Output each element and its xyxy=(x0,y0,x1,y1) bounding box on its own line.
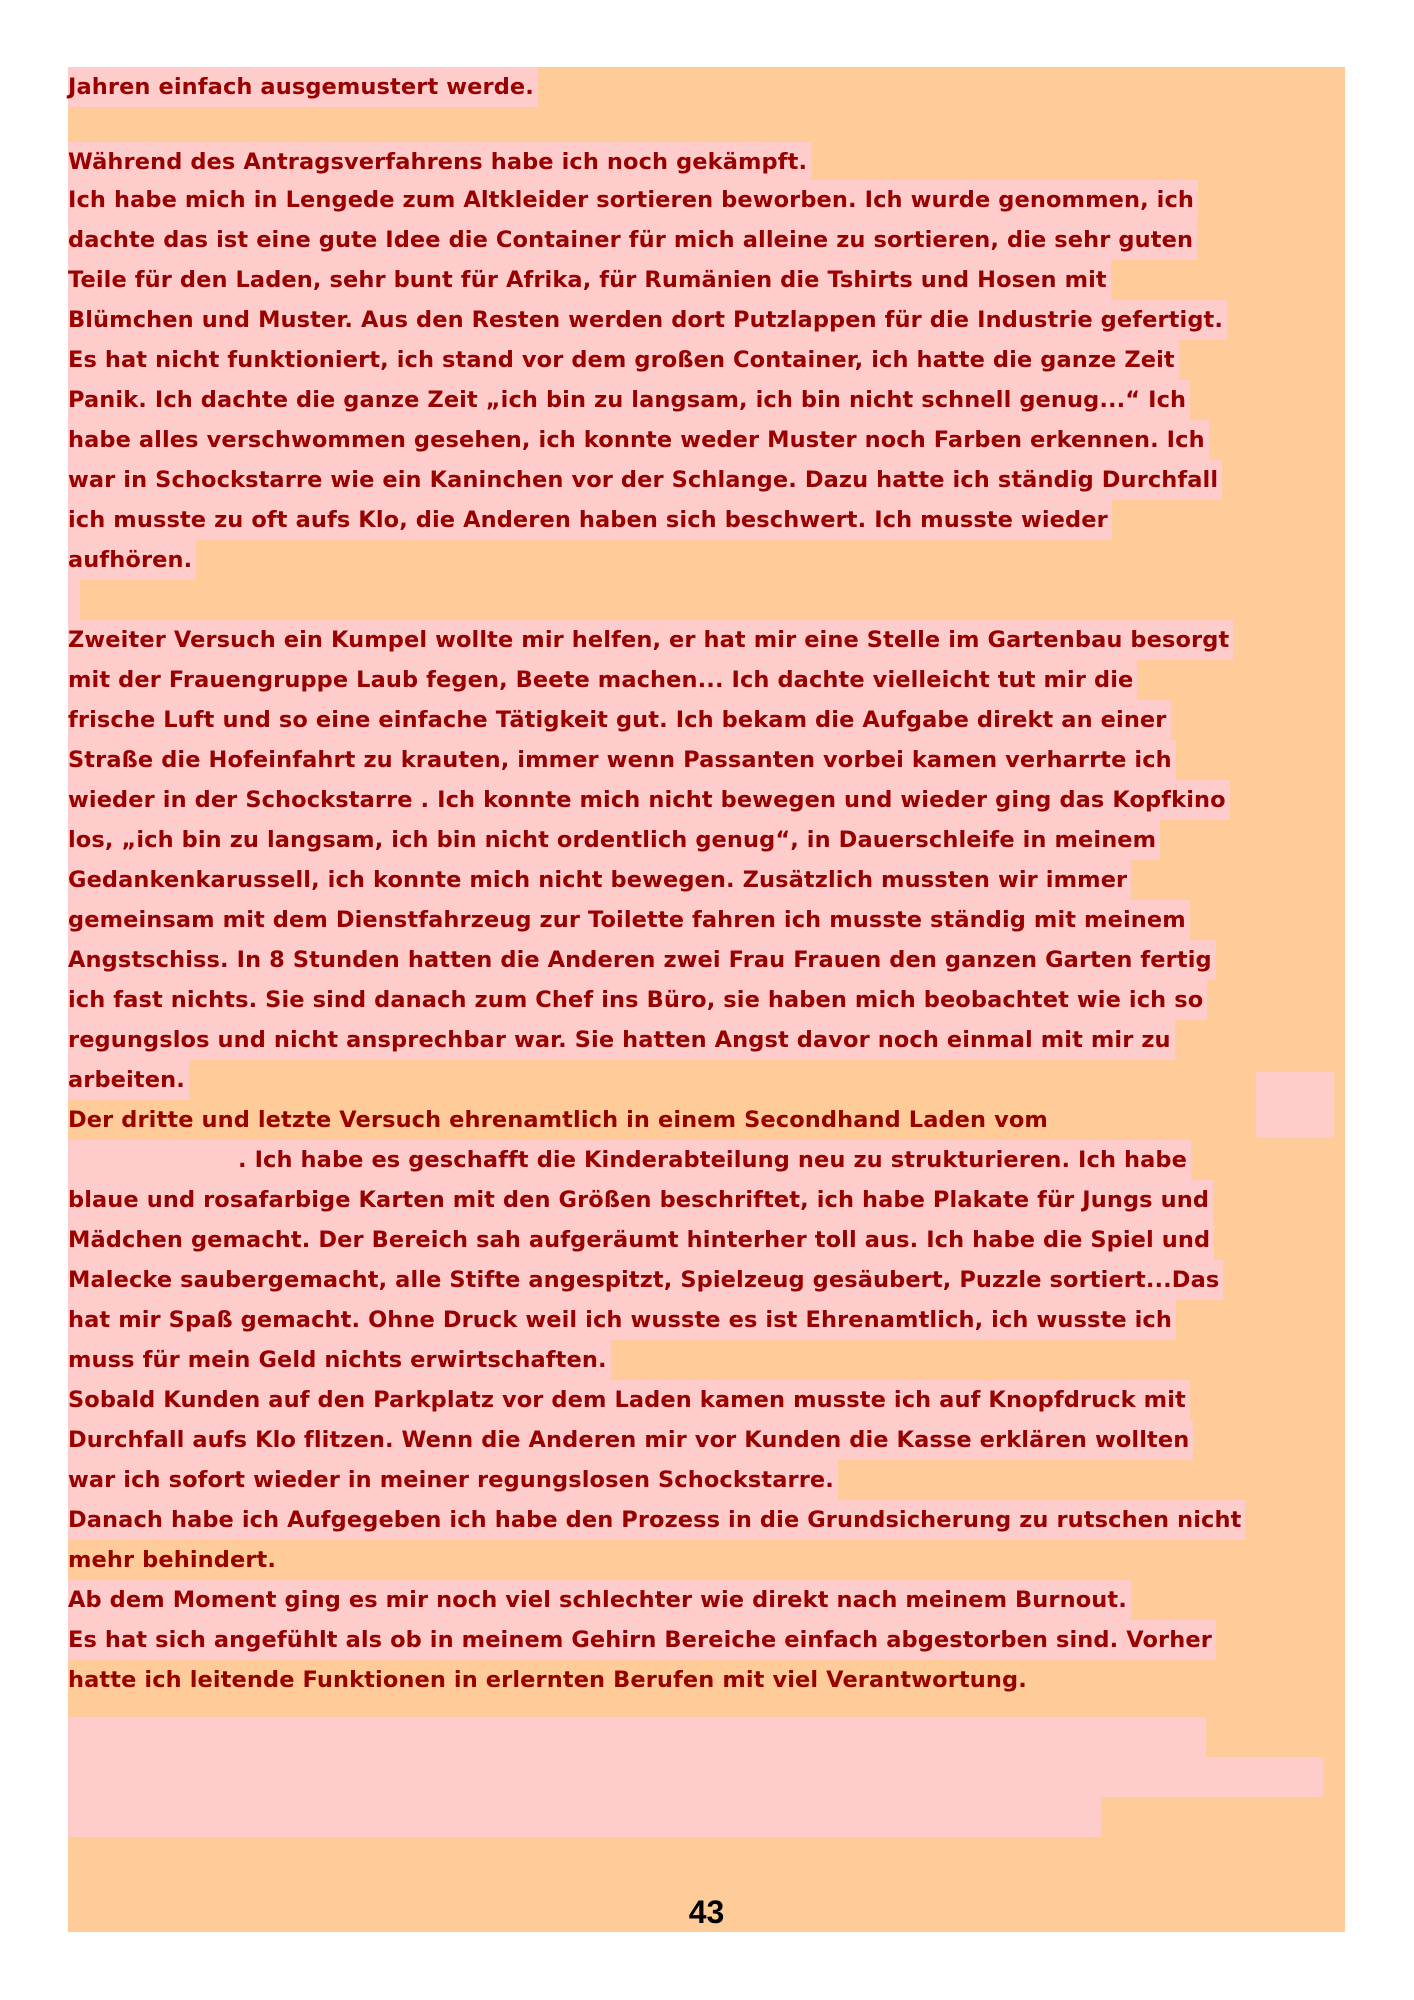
page-number: 43 xyxy=(688,1894,725,1930)
highlighted-text: Mädchen gemacht. Der Bereich sah aufgeräumt hinterher toll aus. Ich habe die Spiel und xyxy=(68,1220,1214,1260)
highlighted-text: Blümchen und Muster. Aus den Resten werden dort Putzlappen für die Industrie gefertigt. xyxy=(68,300,1227,340)
text-line xyxy=(68,1460,838,1500)
text-line xyxy=(68,300,1227,340)
text-line xyxy=(68,940,1216,980)
text-line xyxy=(68,380,1190,420)
text-line xyxy=(68,820,1160,860)
text-line xyxy=(68,420,1209,460)
text-line xyxy=(68,700,1171,740)
text-line xyxy=(68,780,1230,820)
text-line xyxy=(68,1620,1216,1660)
highlighted-text: gemeinsam mit dem Dienstfahrzeug zur Toilette fahren ich musste ständig mit meinem xyxy=(68,900,1190,940)
highlighted-text: blaue und rosafarbige Karten mit den Größen beschriftet, ich habe Plakate für Jungs und xyxy=(68,1180,1213,1220)
text-line xyxy=(68,620,1233,660)
text-line xyxy=(68,1020,1175,1060)
text-line xyxy=(68,340,1179,380)
highlighted-text: Sobald Kunden auf den Parkplatz vor dem Laden kamen musste ich auf Knopfdruck mit xyxy=(68,1380,1190,1420)
text-line xyxy=(68,1180,1213,1220)
text-line xyxy=(68,1260,1223,1300)
highlighted-text: hat mir Spaß gemacht. Ohne Druck weil ich wusste es ist Ehrenamtlich, ich wusste ich xyxy=(68,1300,1176,1340)
empty-highlight xyxy=(1256,1072,1334,1138)
highlighted-text: Straße die Hofeinfahrt zu krauten, immer wenn Passanten vorbei kamen verharrte ich xyxy=(68,740,1176,780)
highlighted-text: mit der Frauengruppe Laub fegen, Beete machen... Ich dachte vielleicht tut mir die xyxy=(68,660,1137,700)
text-line xyxy=(68,1300,1176,1340)
text-line xyxy=(68,540,196,580)
text-line xyxy=(68,500,1112,540)
plain-text: mehr behindert. xyxy=(68,1547,277,1573)
redacted-highlight xyxy=(68,1140,238,1180)
text-line xyxy=(68,1540,280,1580)
text-line xyxy=(68,1500,1245,1540)
empty-highlight xyxy=(68,1757,1323,1797)
text-line xyxy=(68,1060,189,1100)
text-line xyxy=(68,260,1111,300)
empty-highlight xyxy=(68,1717,1206,1757)
text-line xyxy=(68,142,811,182)
document-page xyxy=(68,67,1345,1932)
highlighted-text: war ich sofort wieder in meiner regungslosen Schockstarre. xyxy=(68,1460,838,1500)
text-line xyxy=(68,1100,1052,1140)
highlighted-text: Es hat sich angefühlt als ob in meinem Gehirn Bereiche einfach abgestorben sind. Vorher xyxy=(68,1620,1216,1660)
empty-highlight xyxy=(68,1797,1101,1837)
highlighted-text: Ab dem Moment ging es mir noch viel schlechter wie direkt nach meinem Burnout. xyxy=(68,1580,1131,1620)
highlighted-text: wieder in der Schockstarre . Ich konnte mich nicht bewegen und wieder ging das Kopfkino xyxy=(68,780,1230,820)
highlighted-text: Während des Antragsverfahrens habe ich noch gekämpft. xyxy=(68,142,811,182)
text-line xyxy=(68,67,538,107)
text-line xyxy=(68,1380,1190,1420)
highlighted-text: war in Schockstarre wie ein Kaninchen vor der Schlange. Dazu hatte ich ständig Durchfall xyxy=(68,460,1222,500)
empty-highlight xyxy=(68,580,80,620)
highlighted-text: habe alles verschwommen gesehen, ich konnte weder Muster noch Farben erkennen. Ich xyxy=(68,420,1209,460)
highlighted-text: Gedankenkarussell, ich konnte mich nicht bewegen. Zusätzlich mussten wir immer xyxy=(68,860,1131,900)
text-line xyxy=(68,220,1197,260)
highlighted-text: los, „ich bin zu langsam, ich bin nicht ordentlich genug“, in Dauerschleife in meinem xyxy=(68,820,1160,860)
plain-text: Der dritte und letzte Versuch ehrenamtlich in einem Secondhand Laden vom xyxy=(68,1107,1048,1133)
text-line xyxy=(68,900,1190,940)
highlighted-text: Panik. Ich dachte die ganze Zeit „ich bin zu langsam, ich bin nicht schnell genug...“ Ich xyxy=(68,380,1190,420)
highlighted-text: Zweiter Versuch ein Kumpel wollte mir helfen, er hat mir eine Stelle im Gartenbau besorgt xyxy=(68,620,1233,660)
highlighted-text: muss für mein Geld nichts erwirtschaften. xyxy=(68,1340,611,1380)
text-line xyxy=(68,660,1137,700)
text-line xyxy=(68,1580,1131,1620)
text-line xyxy=(68,1420,1193,1460)
highlighted-text: aufhören. xyxy=(68,540,196,580)
highlighted-text: Angstschiss. In 8 Stunden hatten die Anderen zwei Frau Frauen den ganzen Garten fertig xyxy=(68,940,1216,980)
text-line xyxy=(68,860,1131,900)
text-line xyxy=(68,1660,1031,1700)
highlighted-text: Jahren einfach ausgemustert werde. xyxy=(68,67,538,107)
text-line xyxy=(68,1220,1214,1260)
highlighted-text: arbeiten. xyxy=(68,1060,189,1100)
highlighted-text: ich fast nichts. Sie sind danach zum Chef ins Büro, sie haben mich beobachtet wie ich so xyxy=(68,980,1207,1020)
highlighted-text: Es hat nicht funktioniert, ich stand vor dem großen Container, ich hatte die ganze Zeit xyxy=(68,340,1179,380)
highlighted-text: Malecke saubergemacht, alle Stifte angespitzt, Spielzeug gesäubert, Puzzle sortiert...Das xyxy=(68,1260,1223,1300)
highlighted-text: ich musste zu oft aufs Klo, die Anderen haben sich beschwert. Ich musste wieder xyxy=(68,500,1112,540)
highlighted-text: Durchfall aufs Klo flitzen. Wenn die Anderen mir vor Kunden die Kasse erklären wollten xyxy=(68,1420,1193,1460)
highlighted-text: frische Luft und so eine einfache Tätigkeit gut. Ich bekam die Aufgabe direkt an einer xyxy=(68,700,1171,740)
text-line xyxy=(238,1140,1191,1180)
highlighted-text: Teile für den Laden, sehr bunt für Afrika, für Rumänien die Tshirts und Hosen mit xyxy=(68,260,1111,300)
highlighted-text: regungslos und nicht ansprechbar war. Sie hatten Angst davor noch einmal mit mir zu xyxy=(68,1020,1175,1060)
highlighted-text: Danach habe ich Aufgegeben ich habe den Prozess in die Grundsicherung zu rutschen nicht xyxy=(68,1500,1245,1540)
text-line xyxy=(68,1340,611,1380)
text-line xyxy=(68,180,1198,220)
plain-text: hatte ich leitende Funktionen in erlernten Berufen mit viel Verantwortung. xyxy=(68,1667,1027,1693)
text-line xyxy=(68,980,1207,1020)
highlighted-text: . Ich habe es geschafft die Kinderabteilung neu zu strukturieren. Ich habe xyxy=(238,1140,1191,1180)
highlighted-text: dachte das ist eine gute Idee die Container für mich alleine zu sortieren, die sehr guten xyxy=(68,220,1197,260)
text-line xyxy=(68,460,1222,500)
text-line xyxy=(68,740,1176,780)
highlighted-text: Ich habe mich in Lengede zum Altkleider sortieren beworben. Ich wurde genommen, ich xyxy=(68,180,1198,220)
